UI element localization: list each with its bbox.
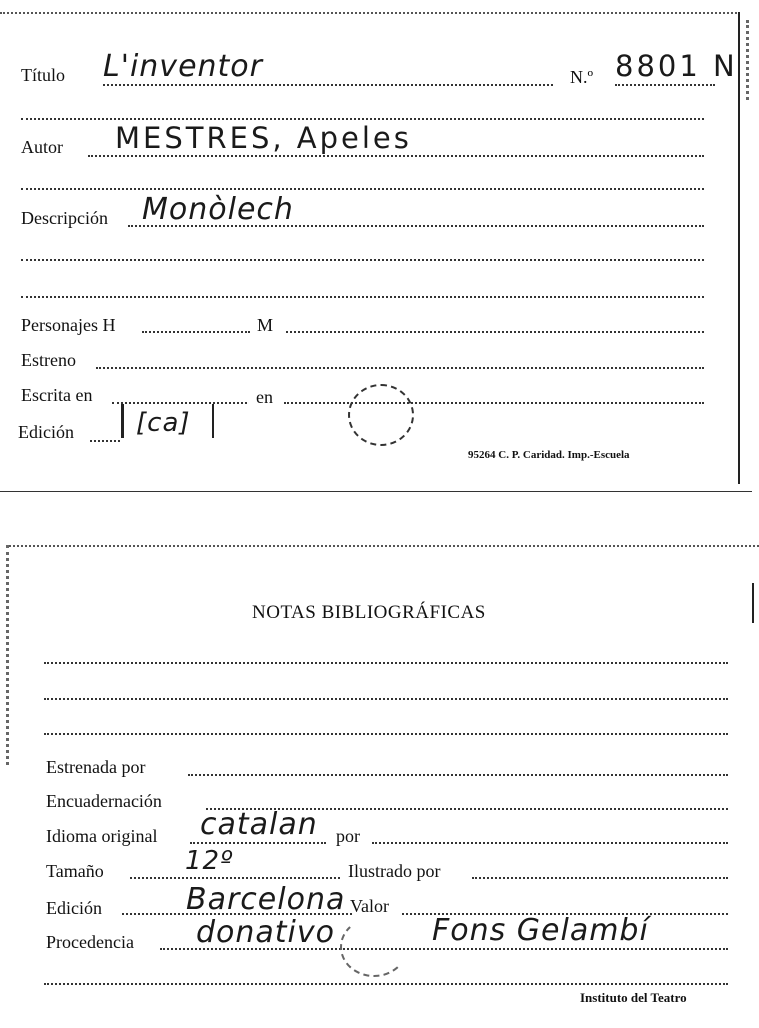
titulo-label: Título (21, 65, 65, 85)
personajes-m-label: M (257, 315, 274, 335)
estrenada-line (188, 774, 728, 776)
autor-label: Autor (21, 137, 63, 157)
idioma-value: catalan (200, 807, 318, 842)
edicion-label: Edición (18, 422, 74, 442)
estreno-line (96, 367, 704, 369)
card-right-edge (752, 583, 754, 623)
personajes-m-line (286, 331, 704, 333)
encuadernacion-label: Encuadernación (46, 791, 162, 811)
blank-line (21, 118, 704, 120)
catalog-card-front (0, 0, 759, 495)
card-top-edge (6, 545, 759, 547)
blank-line (21, 188, 704, 190)
notas-heading: NOTAS BIBLIOGRÁFICAS (252, 602, 486, 623)
numero-value: 8801 N (615, 49, 738, 83)
punch-hole (340, 917, 408, 977)
estreno-label: Estreno (21, 350, 76, 370)
scan-speckle (746, 20, 749, 100)
numero-label: N.º (570, 67, 594, 87)
idioma-label: Idioma original (46, 826, 158, 846)
edicion-value: [ca] (136, 408, 191, 438)
punch-hole (348, 384, 414, 446)
idioma-por-label: por (336, 826, 360, 846)
blank-line (44, 733, 728, 735)
printer-note: 95264 C. P. Caridad. Imp.-Escuela (468, 449, 630, 461)
card-top-edge (0, 12, 740, 14)
descripcion-value: Monòlech (142, 192, 294, 227)
escrita-en-line (284, 402, 704, 404)
autor-line (88, 155, 704, 157)
procedencia-value: donativo (196, 915, 336, 950)
scan-speckle (6, 545, 9, 765)
blank-line (44, 698, 728, 700)
idioma-por-line (372, 842, 728, 844)
descripcion-label: Descripción (21, 208, 108, 228)
escrita-label: Escrita en (21, 385, 93, 405)
tamano-line (130, 877, 340, 879)
tamano-label: Tamaño (46, 861, 104, 881)
personajes-label: Personajes H (21, 315, 116, 335)
tamano-value: 12º (185, 846, 234, 876)
blank-line (44, 662, 728, 664)
titulo-line (103, 84, 553, 86)
card-right-edge (738, 12, 740, 484)
procedencia-label: Procedencia (46, 932, 134, 952)
estrenada-label: Estrenada por (46, 757, 146, 777)
valor-label: Valor (350, 896, 389, 916)
blank-line (21, 259, 704, 261)
autor-value: MESTRES, Apeles (115, 121, 412, 155)
fons-value: Fons Gelambí (432, 913, 649, 948)
titulo-value: L'inventor (103, 49, 263, 84)
blank-line (44, 983, 728, 985)
footer-institution: Instituto del Teatro (580, 990, 687, 1005)
escrita-en-label: en (256, 387, 273, 407)
catalog-card-back (0, 535, 759, 1028)
ilustrado-line (472, 877, 728, 879)
personajes-h-line (142, 331, 250, 333)
edicion-back-label: Edición (46, 898, 102, 918)
ilustrado-label: Ilustrado por (348, 861, 441, 881)
edicion-line (90, 440, 120, 442)
card-bottom-edge (0, 491, 752, 492)
edicion-back-value: Barcelona (186, 882, 346, 917)
numero-line (615, 84, 715, 86)
idioma-line (190, 842, 326, 844)
blank-line (21, 296, 704, 298)
